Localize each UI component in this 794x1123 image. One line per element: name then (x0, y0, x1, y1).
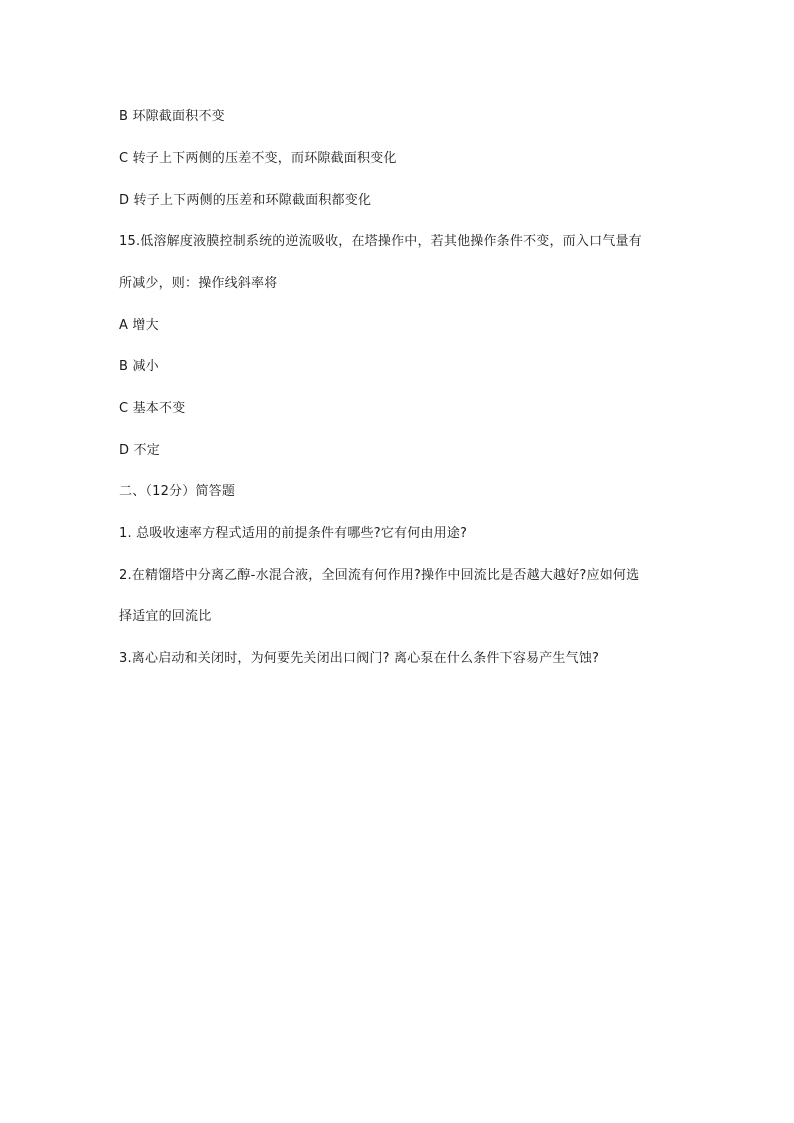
section2-question-2-line2: 择适宜的回流比 (119, 609, 212, 624)
q15-stem-line1: 15.低溶解度液膜控制系统的逆流吸收，在塔操作中，若其他操作条件不变，而入口气量有 (119, 234, 642, 249)
q14-option-b: B 环隙截面积不变 (119, 109, 225, 124)
q15-option-b: B 减小 (119, 359, 159, 374)
q14-option-d: D 转子上下两侧的压差和环隙截面积都变化 (119, 193, 372, 208)
section2-heading: 二、（12分）简答题 (119, 484, 236, 499)
section2-question-2-line1: 2.在精馏塔中分离乙醇-水混合液，全回流有何作用?操作中回流比是否越大越好?应如何选 (119, 568, 640, 583)
q15-stem-line2: 所减少，则：操作线斜率将 (119, 276, 278, 291)
section2-question-1: 1. 总吸收速率方程式适用的前提条件有哪些?它有何由用途? (119, 526, 468, 541)
q15-option-a: A 增大 (119, 318, 159, 333)
q15-option-c: C 基本不变 (119, 401, 186, 416)
q15-option-d: D 不定 (119, 443, 160, 458)
section2-question-3: 3.离心启动和关闭时，为何要先关闭出口阀门? 离心泵在什么条件下容易产生气蚀? (119, 651, 600, 666)
q14-option-c: C 转子上下两侧的压差不变，而环隙截面积变化 (119, 151, 397, 166)
